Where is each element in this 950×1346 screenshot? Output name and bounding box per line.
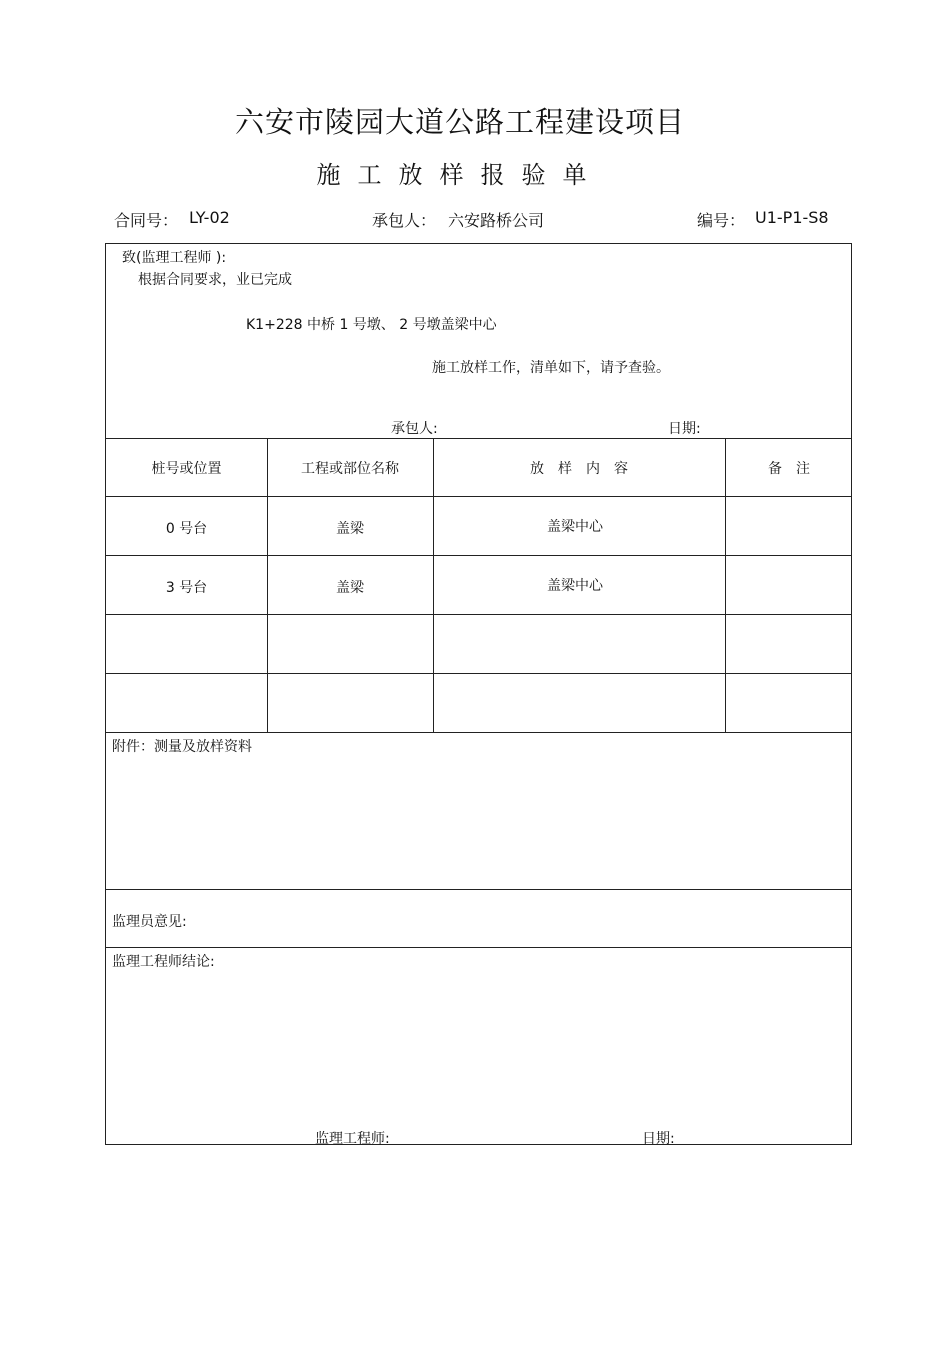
divider — [106, 673, 851, 674]
table-cell-content: 盖梁中心 — [547, 519, 603, 535]
table-cell-content: 盖梁中心 — [547, 578, 603, 594]
column-header-remarks: 备 注 — [768, 461, 810, 477]
engineer-signature-label: 监理工程师: — [315, 1131, 390, 1147]
column-divider — [725, 438, 726, 732]
table-cell-station: 0 号台 — [165, 521, 208, 537]
conclusion-date-label: 日期: — [642, 1131, 675, 1147]
table-cell-part-name: 盖梁 — [336, 580, 364, 596]
engineer-conclusion-label: 监理工程师结论: — [112, 954, 215, 970]
serial-label: 编号： — [697, 211, 746, 230]
divider — [106, 732, 851, 733]
column-header-station: 桩号或位置 — [151, 461, 222, 477]
serial-number: U1-P1-S8 — [755, 208, 829, 227]
divider — [106, 614, 851, 615]
form-title: 施工放样报验单 — [316, 161, 604, 189]
column-header-part-name: 工程或部位名称 — [301, 461, 399, 477]
contractor-label: 承包人： — [372, 211, 437, 230]
divider — [106, 889, 851, 890]
table-cell-station: 3 号台 — [165, 580, 208, 596]
supervisor-opinion-label: 监理员意见: — [112, 914, 187, 930]
table-cell-part-name: 盖梁 — [336, 521, 364, 537]
divider — [106, 496, 851, 497]
divider — [106, 555, 851, 556]
contractor-signature-label: 承包人: — [391, 421, 438, 437]
contract-number: LY-02 — [189, 208, 230, 227]
notice-date-label: 日期: — [668, 421, 701, 437]
addressee-line: 致(监理工程师 ): — [122, 250, 227, 266]
attachment-label: 附件：测量及放样资料 — [112, 739, 252, 755]
main-title: 六安市陵园大道公路工程建设项目 — [234, 105, 685, 139]
column-header-content: 放 样 内 容 — [530, 461, 628, 477]
contractor-name: 六安路桥公司 — [448, 211, 545, 230]
contract-label: 合同号： — [114, 211, 179, 230]
notice-line-3: 施工放样工作，清单如下，请予查验。 — [432, 360, 670, 376]
inspection-form — [105, 243, 852, 1145]
notice-line-1: 根据合同要求，业已完成 — [138, 272, 292, 288]
divider — [106, 947, 851, 948]
divider — [106, 438, 851, 439]
notice-line-2: K1+228 中桥 1 号墩、 2 号墩盖梁中心 — [246, 317, 497, 333]
